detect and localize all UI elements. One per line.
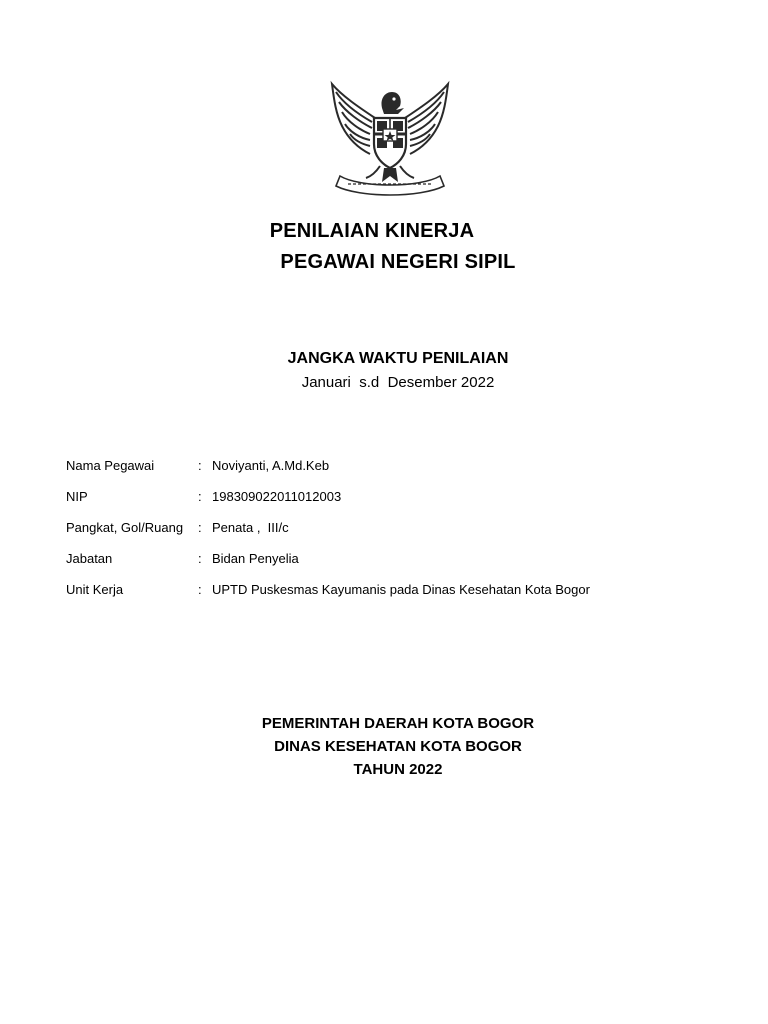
info-value: Penata , III/c	[212, 520, 289, 535]
period-value: Januari s.d Desember 2022	[301, 374, 495, 391]
document-title-line1: PENILAIAN KINERJA	[269, 220, 475, 242]
info-label: Nama Pegawai	[66, 458, 155, 473]
info-row-unit-kerja	[66, 582, 726, 613]
info-label: Jabatan	[66, 551, 113, 566]
info-value: 198309022011012003	[212, 489, 342, 504]
info-label: Unit Kerja	[66, 582, 124, 597]
document-title-line2: PEGAWAI NEGERI SIPIL	[280, 251, 516, 273]
info-separator: :	[198, 520, 202, 535]
info-separator: :	[198, 582, 202, 597]
garuda-emblem-icon	[320, 78, 460, 200]
info-separator: :	[198, 551, 202, 566]
issuer-department: DINAS KESEHATAN KOTA BOGOR	[274, 738, 522, 755]
info-row-jabatan	[66, 551, 726, 582]
issuer-government: PEMERINTAH DAERAH KOTA BOGOR	[261, 715, 535, 732]
info-row-pangkat	[66, 520, 726, 551]
info-separator: :	[198, 458, 202, 473]
employee-info	[66, 458, 726, 613]
info-row-nip	[66, 489, 726, 520]
info-label: NIP	[66, 489, 88, 504]
info-value: Noviyanti, A.Md.Keb	[212, 458, 330, 473]
issuer-year: TAHUN 2022	[353, 761, 443, 778]
info-value: Bidan Penyelia	[212, 551, 299, 566]
issuer-block	[14, 712, 768, 781]
info-value: UPTD Puskesmas Kayumanis pada Dinas Kesehatan Kota Bogor	[212, 582, 590, 597]
period-heading: JANGKA WAKTU PENILAIAN	[287, 350, 509, 367]
info-label: Pangkat, Gol/Ruang	[66, 520, 184, 535]
info-row-nama	[66, 458, 726, 489]
info-separator: :	[198, 489, 202, 504]
